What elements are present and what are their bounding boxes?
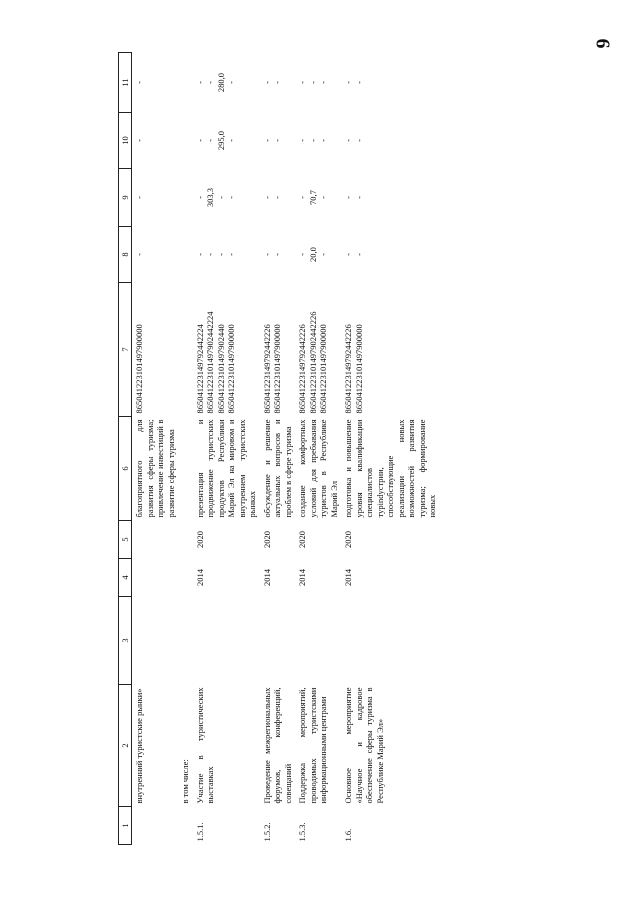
cell-c10-line: - (272, 139, 282, 142)
table-row (295, 53, 341, 845)
cell-c11-line: - (226, 81, 236, 84)
col-9-header: 9 (119, 169, 132, 227)
cell-c11-line: 280,0 (215, 72, 226, 93)
page-number: 6 (591, 38, 614, 49)
cell-c11 (178, 53, 193, 113)
table-row (132, 53, 179, 845)
cell-c8-line: - (272, 253, 282, 256)
cell-c7 (295, 283, 341, 417)
cell-c2: Поддержка мероприятий, проводимых туристскими информационными центрами (297, 687, 328, 804)
cell-c10-line: 295,0 (215, 130, 226, 151)
cell-c11 (295, 53, 341, 113)
cell-c9-line: - (134, 196, 144, 199)
cell-c8 (132, 227, 179, 283)
cell-c1: 1.6. (343, 828, 353, 842)
cell-c8-line: - (226, 253, 236, 256)
cell-c5 (132, 521, 179, 559)
col-7-header: 7 (119, 283, 132, 417)
cell-c1 (178, 807, 193, 845)
cell-c3 (132, 597, 179, 685)
cell-c10 (132, 113, 179, 169)
cell-c10-line: - (353, 139, 364, 142)
cell-c10-line: - (318, 139, 328, 142)
cell-c8-line: - (194, 253, 205, 256)
cell-c7 (260, 283, 296, 417)
cell-c11 (341, 53, 440, 113)
cell-c4 (132, 559, 179, 597)
cell-c8-line: - (318, 253, 328, 256)
cell-c2: внутренний туристские рынки» (134, 688, 144, 804)
cell-c9 (295, 169, 341, 227)
cell-c2: Участие в туристических выставках (194, 687, 215, 804)
cell-c6: презентация и продвижение туристских продуктов Республики Марий Эл на мировом и внутреннем туристских рынках (194, 419, 257, 518)
col-3-header: 3 (119, 597, 132, 685)
col-5-header: 5 (119, 521, 132, 559)
cell-c7 (341, 283, 440, 417)
cell-c10-line: - (343, 139, 353, 142)
cell-c4: 2014 (343, 569, 353, 586)
cell-c2: в том числе: (180, 759, 190, 804)
cell-c7-line: 865041223101497900000 (272, 324, 282, 414)
cell-c11-line: - (353, 81, 364, 84)
cell-c3 (295, 597, 341, 685)
col-1-header: 1 (119, 807, 132, 845)
cell-c6 (178, 417, 193, 521)
table-body (132, 53, 440, 845)
cell-c11-line: - (297, 81, 307, 84)
cell-c11-line: - (134, 81, 144, 84)
cell-c8-line: - (261, 253, 272, 256)
cell-c11 (132, 53, 179, 113)
cell-c7-line: 865041223101497900000 (226, 324, 236, 414)
cell-c1 (132, 807, 179, 845)
cell-c9 (341, 169, 440, 227)
col-4-header: 4 (119, 559, 132, 597)
column-number-header (119, 53, 132, 845)
cell-c9 (178, 169, 193, 227)
cell-c9 (132, 169, 179, 227)
cell-c9-line: - (215, 196, 226, 199)
cell-c7-line: 865041223149792442226 (261, 324, 272, 414)
cell-c8-line: - (353, 253, 364, 256)
cell-c7-line: 865041223149792442226 (297, 324, 307, 414)
cell-c8 (295, 227, 341, 283)
cell-c7-line: 865041223149792442224 (194, 324, 205, 414)
cell-c7-line: 865041223101497900000 (353, 324, 364, 414)
cell-c6: подготовка и повышение уровня квалификации специалистов турindустрии, способствующие реализации новых возможностей развития туризма; формирование новых (343, 419, 437, 518)
cell-c2: Основное мероприятие «Научное и кадровое обеспечение сферы туризма в Республике Марий Эл» (343, 687, 385, 804)
cell-c6: благоприятного для развития сферы туризма; привлечение инвестиций в развитие сферы туризма (134, 419, 176, 518)
col-8-header: 8 (119, 227, 132, 283)
cell-c7-line: 865041223101497902440 (215, 324, 226, 414)
cell-c8 (178, 227, 193, 283)
cell-c8 (341, 227, 440, 283)
cell-c7-line: 865041223101497902442224 (205, 311, 215, 414)
cell-c8-line: 20,0 (307, 247, 318, 262)
cell-c7-line: 865041223101497900000 (134, 324, 144, 414)
cell-c11-line: - (318, 81, 328, 84)
cell-c11-line: - (205, 81, 215, 84)
cell-c10-line: - (261, 139, 272, 142)
cell-c11 (193, 53, 260, 113)
cell-c8 (193, 227, 260, 283)
cell-c9-line: - (353, 196, 364, 199)
cell-c5 (178, 521, 193, 559)
cell-c11-line: - (261, 81, 272, 84)
cell-c8-line: - (134, 253, 144, 256)
rotated-table-page (118, 0, 640, 905)
cell-c10-line: - (226, 139, 236, 142)
cell-c5: 2020 (343, 531, 353, 548)
table-row (260, 53, 296, 845)
cell-c4 (178, 559, 193, 597)
cell-c11-line: - (307, 81, 318, 84)
cell-c10 (295, 113, 341, 169)
col-10-header: 10 (119, 113, 132, 169)
cell-c9-line: 70,7 (307, 190, 318, 205)
cell-c6: создание комфортных условий для пребывания туристов в Республике Марий Эл (297, 419, 339, 518)
table-row (193, 53, 260, 845)
cell-c9-line: - (318, 196, 328, 199)
cell-c7 (178, 283, 193, 417)
cell-c8-line: - (343, 253, 353, 256)
cell-c10 (178, 113, 193, 169)
cell-c9-line: - (343, 196, 353, 199)
cell-c4: 2014 (297, 569, 307, 586)
cell-c9-line: - (194, 196, 205, 199)
table-row (341, 53, 440, 845)
cell-c1: 1.5.2. (261, 822, 272, 842)
program-table (118, 52, 440, 845)
cell-c8-line: - (297, 253, 307, 256)
cell-c4: 2014 (194, 569, 205, 586)
cell-c10-line: - (307, 139, 318, 142)
col-2-header: 2 (119, 685, 132, 807)
cell-c11-line: - (343, 81, 353, 84)
cell-c2: Проведение межрегиональных форумов, конференций, совещаний (261, 687, 293, 804)
cell-c5: 2020 (261, 531, 272, 548)
cell-c8-line: - (205, 253, 215, 256)
cell-c5: 2020 (194, 531, 205, 548)
cell-c10 (341, 113, 440, 169)
cell-c1: 1.5.3. (297, 822, 307, 842)
cell-c7 (193, 283, 260, 417)
cell-c9-line: - (297, 196, 307, 199)
cell-c7-line: 865041223101497900000 (318, 324, 328, 414)
cell-c9-line: - (272, 196, 282, 199)
cell-c7 (132, 283, 179, 417)
cell-c9 (193, 169, 260, 227)
cell-c5: 2020 (297, 531, 307, 548)
cell-c6: обсуждение и решение актуальных вопросов и проблем в сфере туризма (261, 419, 293, 518)
cell-c11-line: - (272, 81, 282, 84)
cell-c7-line: 865041223149792442226 (343, 324, 353, 414)
cell-c7-line: 865041223101497902442226 (307, 311, 318, 414)
cell-c8 (260, 227, 296, 283)
cell-c3 (193, 597, 260, 685)
cell-c10-line: - (297, 139, 307, 142)
cell-c9-line: 303,3 (205, 187, 215, 208)
cell-c4: 2014 (261, 569, 272, 586)
cell-c10-line: - (205, 139, 215, 142)
cell-c9-line: - (261, 196, 272, 199)
cell-c8-line: - (215, 253, 226, 256)
cell-c11 (260, 53, 296, 113)
cell-c9 (260, 169, 296, 227)
cell-c3 (260, 597, 296, 685)
cell-c10-line: - (194, 139, 205, 142)
cell-c10 (260, 113, 296, 169)
col-6-header: 6 (119, 417, 132, 521)
col-11-header: 11 (119, 53, 132, 113)
cell-c1: 1.5.1. (194, 822, 205, 842)
cell-c3 (341, 597, 440, 685)
cell-c9-line: - (226, 196, 236, 199)
cell-c3 (178, 597, 193, 685)
cell-c11-line: - (194, 81, 205, 84)
cell-c10 (193, 113, 260, 169)
cell-c10-line: - (134, 139, 144, 142)
table-row (178, 53, 193, 845)
